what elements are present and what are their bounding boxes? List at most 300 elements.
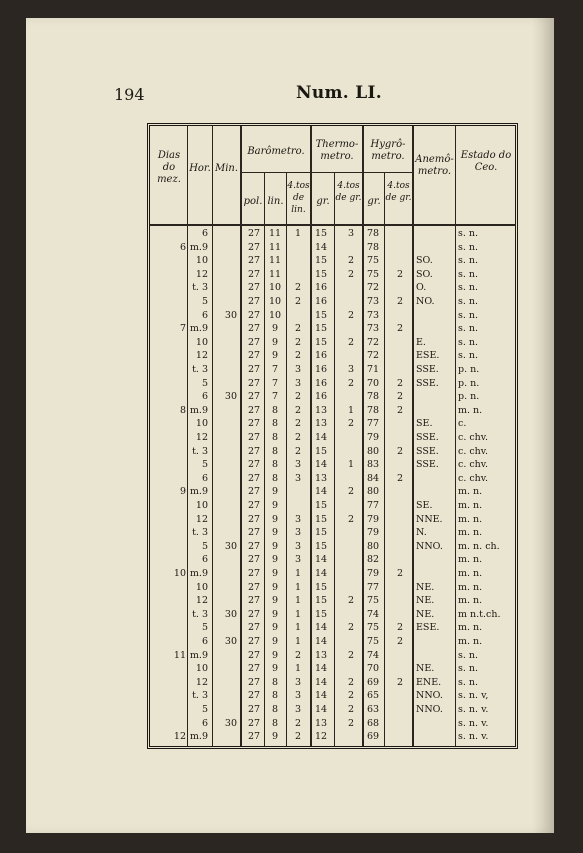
cell-lin: 8	[271, 717, 279, 729]
cell-tgr: 14	[314, 568, 328, 579]
cell-hgr: 78	[366, 404, 380, 416]
cell-pol: 27	[247, 690, 261, 702]
col-rule	[412, 126, 414, 746]
cell-lin: 11	[268, 241, 282, 253]
cell-wind: SSE.	[416, 377, 439, 389]
cell-pol: 27	[247, 595, 261, 607]
cell-hgr: 82	[366, 554, 380, 566]
cell-tq: 2	[347, 676, 355, 688]
cell-pol: 27	[247, 540, 261, 552]
cell-pol: 27	[247, 581, 261, 593]
cell-lin: 9	[271, 336, 279, 348]
cell-lin: 8	[271, 404, 279, 416]
cell-sky: s. n. v.	[458, 704, 489, 715]
cell-sky: m. n. ch.	[458, 540, 500, 552]
cell-lin: 9	[271, 554, 279, 566]
cell-lin: 11	[268, 255, 282, 267]
cell-q1: 3	[294, 459, 302, 471]
cell-lin: 11	[268, 268, 282, 280]
cell-q1: 3	[294, 377, 302, 389]
col-rule	[455, 126, 456, 746]
cell-hq: 2	[396, 622, 404, 634]
cell-hq: 2	[396, 323, 404, 335]
cell-lin: 9	[271, 581, 279, 593]
cell-pol: 27	[247, 649, 261, 661]
cell-hor: t. 3	[192, 364, 208, 375]
cell-hor: 5	[201, 540, 208, 552]
cell-wind: ENE.	[416, 676, 442, 688]
cell-tgr: 15	[314, 608, 328, 620]
cell-tq: 2	[347, 418, 355, 430]
cell-tgr: 13	[314, 418, 328, 430]
cell-hor: m.9	[189, 323, 208, 335]
cell-q1: 2	[294, 432, 302, 443]
cell-tq: 2	[347, 486, 355, 498]
cell-day: 7	[179, 323, 186, 335]
cell-sky: p. n.	[458, 391, 480, 403]
cell-q1: 3	[294, 472, 302, 484]
cell-sky: m. n.	[458, 636, 483, 647]
col-rule	[264, 172, 265, 746]
cell-sky: s. n. v.	[458, 717, 489, 729]
header-hygro-quarter-gr: 4.tos de gr.	[385, 181, 412, 203]
cell-hgr: 79	[366, 527, 380, 539]
cell-lin: 8	[271, 445, 279, 457]
cell-wind: NO.	[416, 296, 435, 307]
cell-pol: 27	[247, 364, 261, 375]
cell-lin: 9	[271, 622, 279, 634]
cell-pol: 27	[247, 391, 261, 403]
cell-hor: 10	[195, 336, 208, 348]
cell-lin: 9	[271, 500, 279, 511]
cell-lin: 8	[271, 676, 279, 688]
cell-tgr: 15	[314, 540, 328, 552]
cell-hgr: 69	[366, 676, 380, 688]
cell-wind: NNO.	[416, 704, 443, 715]
cell-q1: 3	[294, 513, 302, 525]
col-rule	[384, 172, 385, 746]
cell-tq: 2	[347, 268, 355, 280]
cell-sky: s. n.	[458, 649, 479, 661]
cell-min: 30	[224, 540, 237, 552]
cell-sky: s. n.	[458, 282, 479, 294]
cell-pol: 27	[247, 486, 261, 498]
cell-tgr: 15	[314, 323, 328, 335]
cell-tgr: 14	[314, 663, 328, 675]
col-rule	[362, 126, 364, 746]
cell-tgr: 14	[314, 432, 328, 443]
cell-hor: 12	[195, 595, 208, 607]
cell-hgr: 80	[366, 486, 380, 498]
cell-hgr: 75	[366, 595, 380, 607]
cell-q1: 3	[294, 540, 302, 552]
cell-tgr: 16	[314, 282, 328, 294]
cell-lin: 8	[271, 472, 279, 484]
cell-hgr: 72	[366, 282, 380, 294]
header-anemometro: Anemô- metro.	[415, 154, 454, 177]
cell-sky: s. n.	[458, 323, 479, 335]
cell-hor: m.9	[189, 649, 208, 661]
cell-wind: SSE.	[416, 459, 439, 471]
cell-sky: s. n.	[458, 228, 479, 239]
cell-hgr: 75	[366, 255, 380, 267]
cell-lin: 9	[271, 513, 279, 525]
cell-tq: 2	[347, 377, 355, 389]
cell-hor: 5	[201, 377, 208, 389]
header-barometro: Barômetro.	[247, 146, 305, 157]
cell-lin: 9	[271, 486, 279, 498]
cell-pol: 27	[247, 445, 261, 457]
cell-hq: 2	[396, 391, 404, 403]
cell-sky: m. n.	[458, 486, 483, 498]
cell-hgr: 73	[366, 323, 380, 335]
header-dias: Dias do mez.	[157, 150, 181, 185]
cell-hgr: 79	[366, 432, 380, 443]
cell-pol: 27	[247, 323, 261, 335]
cell-q1: 2	[294, 418, 302, 430]
cell-lin: 8	[271, 459, 279, 471]
cell-hor: m.9	[189, 568, 208, 579]
cell-hgr: 80	[366, 540, 380, 552]
cell-hor: 10	[195, 663, 208, 675]
cell-tq: 2	[347, 704, 355, 715]
header-min: Min.	[214, 163, 239, 174]
cell-lin: 8	[271, 418, 279, 430]
cell-tq: 2	[347, 690, 355, 702]
cell-q1: 2	[294, 350, 302, 362]
cell-tgr: 12	[314, 731, 328, 743]
cell-tq: 2	[347, 255, 355, 267]
cell-tgr: 13	[314, 404, 328, 416]
col-rule	[286, 172, 287, 746]
cell-pol: 27	[247, 608, 261, 620]
cell-hq: 2	[396, 445, 404, 457]
header-therm-gr: gr.	[316, 196, 330, 207]
cell-sky: m. n.	[458, 568, 483, 579]
header-hygrometro: Hygrô- metro.	[370, 139, 406, 162]
cell-tq: 3	[347, 228, 355, 239]
cell-sky: s. n.	[458, 350, 479, 362]
cell-q1: 2	[294, 649, 302, 661]
col-rule	[334, 172, 335, 746]
cell-sky: s. n.	[458, 676, 479, 688]
cell-hor: 10	[195, 581, 208, 593]
cell-hor: t. 3	[192, 690, 208, 702]
cell-lin: 9	[271, 608, 279, 620]
cell-hor: m.9	[189, 241, 208, 253]
header-pol: pol.	[243, 196, 263, 207]
cell-sky: m. n.	[458, 500, 483, 511]
cell-hor: 6	[201, 717, 208, 729]
cell-sky: p. n.	[458, 364, 480, 375]
cell-lin: 9	[271, 649, 279, 661]
header-thermometro: Thermo- metro.	[315, 139, 359, 162]
cell-hor: 6	[201, 636, 208, 647]
cell-sky: c. chv.	[458, 472, 489, 484]
page-title: Num. LI.	[296, 83, 382, 103]
cell-tgr: 15	[314, 445, 328, 457]
cell-hgr: 73	[366, 296, 380, 307]
cell-lin: 7	[271, 377, 279, 389]
cell-hor: 6	[201, 391, 208, 403]
cell-hgr: 78	[366, 241, 380, 253]
cell-tgr: 16	[314, 377, 328, 389]
cell-pol: 27	[247, 268, 261, 280]
cell-q1: 1	[294, 608, 302, 620]
header-lin: lin.	[267, 196, 284, 207]
cell-tgr: 14	[314, 676, 328, 688]
cell-hgr: 75	[366, 636, 380, 647]
cell-hor: 6	[201, 472, 208, 484]
cell-hgr: 72	[366, 336, 380, 348]
cell-tq: 2	[347, 595, 355, 607]
cell-tq: 3	[347, 364, 355, 375]
cell-lin: 9	[271, 663, 279, 675]
cell-pol: 27	[247, 704, 261, 715]
cell-pol: 27	[247, 500, 261, 511]
cell-wind: SSE.	[416, 432, 439, 443]
cell-q1: 1	[294, 622, 302, 634]
cell-hgr: 77	[366, 500, 380, 511]
cell-pol: 27	[247, 459, 261, 471]
cell-q1: 2	[294, 282, 302, 294]
cell-hq: 2	[396, 268, 404, 280]
cell-sky: p. n.	[458, 377, 480, 389]
cell-sky: s. n.	[458, 663, 479, 675]
cell-hq: 2	[396, 296, 404, 307]
cell-tgr: 16	[314, 350, 328, 362]
cell-sky: s. n.	[458, 241, 479, 253]
cell-hgr: 72	[366, 350, 380, 362]
cell-hor: t. 3	[192, 527, 208, 539]
col-rule	[310, 126, 312, 746]
cell-wind: SE.	[416, 418, 433, 430]
cell-q1: 1	[294, 663, 302, 675]
cell-tgr: 14	[314, 636, 328, 647]
cell-tgr: 14	[314, 704, 328, 715]
subheader-rule	[240, 172, 412, 173]
cell-sky: s. n.	[458, 309, 479, 321]
cell-pol: 27	[247, 336, 261, 348]
cell-hgr: 79	[366, 568, 380, 579]
cell-tgr: 13	[314, 649, 328, 661]
cell-sky: m. n.	[458, 622, 483, 634]
cell-hor: 12	[195, 432, 208, 443]
cell-hor: t. 3	[192, 608, 208, 620]
cell-tgr: 15	[314, 255, 328, 267]
cell-pol: 27	[247, 350, 261, 362]
cell-sky: m. n.	[458, 595, 483, 607]
cell-pol: 27	[247, 377, 261, 389]
cell-q1: 2	[294, 404, 302, 416]
cell-tq: 2	[347, 513, 355, 525]
cell-tgr: 14	[314, 459, 328, 471]
header-estado: Estado do Ceo.	[460, 150, 512, 173]
cell-tgr: 14	[314, 486, 328, 498]
cell-lin: 9	[271, 323, 279, 335]
cell-sky: s. n. v.	[458, 731, 489, 743]
cell-sky: m n.t.ch.	[458, 608, 501, 620]
cell-min: 30	[224, 309, 237, 321]
cell-q1: 2	[294, 445, 302, 457]
cell-pol: 27	[247, 554, 261, 566]
cell-q1: 3	[294, 676, 302, 688]
cell-pol: 27	[247, 717, 261, 729]
cell-pol: 27	[247, 527, 261, 539]
cell-day: 11	[173, 649, 186, 661]
cell-q1: 2	[294, 391, 302, 403]
cell-hor: t. 3	[192, 445, 208, 457]
page-fold-shadow	[532, 18, 554, 833]
cell-hgr: 78	[366, 391, 380, 403]
cell-hor: 10	[195, 418, 208, 430]
cell-pol: 27	[247, 472, 261, 484]
cell-hq: 2	[396, 568, 404, 579]
cell-sky: s. n.	[458, 268, 479, 280]
cell-hgr: 83	[366, 459, 380, 471]
cell-pol: 27	[247, 404, 261, 416]
cell-hgr: 79	[366, 513, 380, 525]
cell-lin: 10	[268, 309, 282, 321]
cell-sky: c. chv.	[458, 445, 489, 457]
cell-q1: 1	[294, 595, 302, 607]
cell-hq: 2	[396, 676, 404, 688]
cell-lin: 9	[271, 527, 279, 539]
cell-hor: 10	[195, 500, 208, 511]
cell-tgr: 15	[314, 309, 328, 321]
cell-q1: 3	[294, 527, 302, 539]
cell-hgr: 73	[366, 309, 380, 321]
cell-tgr: 16	[314, 296, 328, 307]
cell-wind: N.	[416, 527, 427, 539]
cell-q1: 2	[294, 336, 302, 348]
cell-hor: t. 3	[192, 282, 208, 294]
cell-sky: c. chv.	[458, 459, 489, 471]
cell-wind: ESE.	[416, 622, 440, 634]
cell-wind: SO.	[416, 255, 433, 267]
cell-sky: m. n.	[458, 513, 483, 525]
cell-q1: 3	[294, 704, 302, 715]
cell-wind: NNO.	[416, 690, 443, 702]
page-number: 194	[114, 85, 145, 104]
cell-hq: 2	[396, 472, 404, 484]
cell-pol: 27	[247, 282, 261, 294]
cell-q1: 1	[294, 636, 302, 647]
cell-sky: s. n.	[458, 296, 479, 307]
cell-min: 30	[224, 636, 237, 647]
cell-wind: O.	[416, 282, 427, 294]
cell-hq: 2	[396, 404, 404, 416]
cell-tq: 2	[347, 336, 355, 348]
cell-tq: 1	[347, 404, 355, 416]
cell-hgr: 70	[366, 663, 380, 675]
cell-hor: m.9	[189, 404, 208, 416]
cell-hor: m.9	[189, 486, 208, 498]
cell-wind: E.	[416, 336, 426, 348]
cell-tgr: 15	[314, 500, 328, 511]
cell-hgr: 68	[366, 717, 380, 729]
cell-lin: 8	[271, 704, 279, 715]
cell-tgr: 13	[314, 472, 328, 484]
cell-tgr: 16	[314, 364, 328, 375]
cell-day: 8	[179, 404, 186, 416]
cell-wind: NNE.	[416, 513, 443, 525]
cell-pol: 27	[247, 663, 261, 675]
cell-q1: 1	[294, 568, 302, 579]
cell-pol: 27	[247, 622, 261, 634]
cell-sky: s. n.	[458, 255, 479, 267]
cell-tq: 2	[347, 717, 355, 729]
cell-hgr: 80	[366, 445, 380, 457]
cell-wind: SSE.	[416, 364, 439, 375]
cell-q1: 2	[294, 296, 302, 307]
header-bottom-rule	[150, 224, 516, 226]
cell-hor: 12	[195, 350, 208, 362]
cell-hgr: 65	[366, 690, 380, 702]
cell-wind: NNO.	[416, 540, 443, 552]
cell-q1: 3	[294, 690, 302, 702]
cell-hor: 5	[201, 704, 208, 715]
cell-pol: 27	[247, 309, 261, 321]
cell-lin: 9	[271, 731, 279, 743]
cell-sky: m. n.	[458, 554, 483, 566]
header-hor: Hor.	[189, 163, 211, 174]
cell-tgr: 14	[314, 622, 328, 634]
cell-tq: 2	[347, 649, 355, 661]
cell-hor: 6	[201, 554, 208, 566]
cell-sky: m. n.	[458, 527, 483, 539]
cell-hgr: 77	[366, 418, 380, 430]
cell-lin: 7	[271, 391, 279, 403]
cell-q1: 2	[294, 323, 302, 335]
cell-q1: 2	[294, 717, 302, 729]
cell-hor: 12	[195, 513, 208, 525]
col-rule	[212, 126, 213, 746]
cell-q1: 1	[294, 581, 302, 593]
cell-wind: SE.	[416, 500, 433, 511]
cell-tgr: 15	[314, 228, 328, 239]
cell-hor: 6	[201, 228, 208, 239]
cell-wind: SO.	[416, 268, 433, 280]
cell-hgr: 70	[366, 377, 380, 389]
cell-lin: 8	[271, 690, 279, 702]
cell-hor: 6	[201, 309, 208, 321]
cell-day: 10	[173, 568, 186, 579]
cell-q1: 3	[294, 364, 302, 375]
cell-hgr: 84	[366, 472, 380, 484]
cell-pol: 27	[247, 636, 261, 647]
cell-day: 6	[179, 241, 186, 253]
cell-tgr: 14	[314, 690, 328, 702]
cell-hgr: 75	[366, 268, 380, 280]
cell-sky: m. n.	[458, 581, 483, 593]
cell-day: 12	[173, 731, 186, 743]
cell-tgr: 14	[314, 554, 328, 566]
cell-pol: 27	[247, 676, 261, 688]
cell-sky: s. n.	[458, 336, 479, 348]
cell-tq: 1	[347, 459, 355, 471]
cell-sky: m. n.	[458, 404, 483, 416]
cell-lin: 9	[271, 595, 279, 607]
cell-lin: 9	[271, 540, 279, 552]
cell-hgr: 71	[366, 364, 380, 375]
cell-hq: 2	[396, 377, 404, 389]
cell-lin: 7	[271, 364, 279, 375]
cell-wind: NE.	[416, 595, 435, 607]
cell-tgr: 15	[314, 527, 328, 539]
cell-pol: 27	[247, 228, 261, 239]
cell-sky: c.	[458, 418, 467, 430]
